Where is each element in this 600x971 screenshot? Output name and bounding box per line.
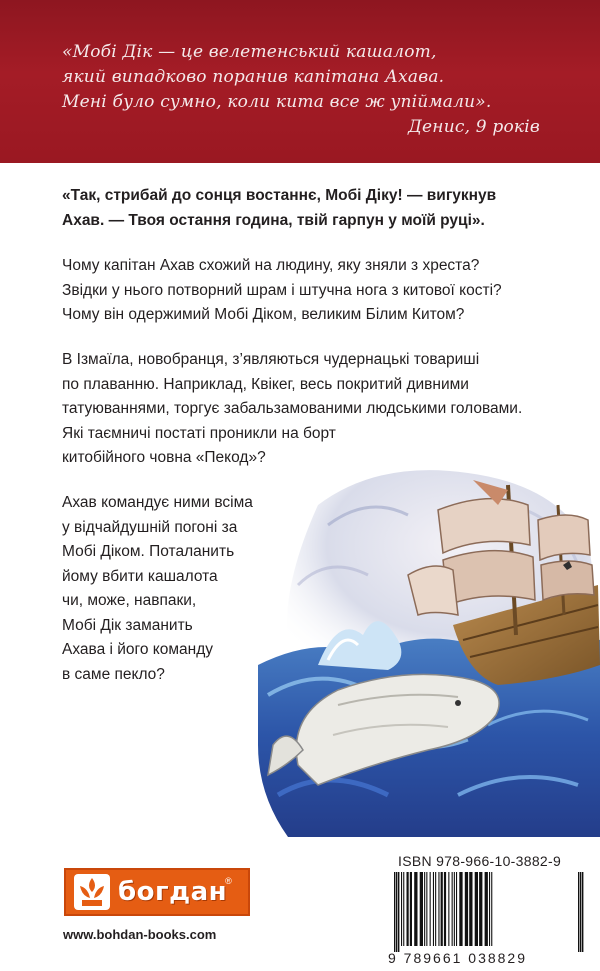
barcode-bar — [410, 872, 412, 946]
barcode-bar — [424, 872, 425, 946]
lead-line: «Так, стрибай до сонця востаннє, Мобі Діку! — вигукнув — [62, 187, 497, 204]
barcode-bar — [407, 872, 409, 946]
paragraph-line: чи, може, навпаки, — [62, 592, 197, 609]
barcode-bar — [444, 872, 446, 946]
paragraph-line: в саме пекло? — [62, 665, 165, 683]
barcode-bar — [475, 872, 478, 946]
paragraph-line: йому вбити кашалота — [62, 567, 218, 585]
barcode-bar — [454, 872, 455, 946]
paragraph-line: китобійного човна «Пекод»? — [62, 449, 266, 466]
barcode-bar — [485, 872, 488, 946]
barcode-guard — [394, 872, 395, 952]
paragraph-line: Чому він одержимий Мобі Діком, великим Білим Китом? — [62, 306, 465, 323]
barcode-guard — [396, 872, 397, 952]
ship-and-whale-illustration — [258, 465, 600, 837]
publisher-emblem-icon — [72, 872, 112, 912]
barcode-bar — [479, 872, 482, 946]
paragraph-line: Які таємничі постаті проникли на борт — [62, 424, 336, 442]
barcode-bar — [433, 872, 434, 946]
lead-line: Ахав. — Твоя остання година, твій гарпун у моїй руці». — [62, 211, 485, 229]
barcode-guard — [580, 872, 581, 952]
lead-quote — [62, 184, 582, 233]
barcode-bar — [435, 872, 436, 946]
publisher-name: богдан — [118, 877, 228, 907]
barcode-bar — [420, 872, 423, 946]
paragraph-line: татуюваннями, торгує забальзамованими людськими головами. — [62, 400, 523, 417]
barcode-bar — [426, 872, 427, 946]
quote-line: «Мобі Дік — це велетенський кашалот, — [62, 42, 437, 62]
registered-mark: ® — [225, 876, 232, 886]
paragraph-line: Мобі Діком. Поталанить — [62, 543, 235, 560]
paragraph-questions — [62, 254, 582, 328]
paragraph-line: Ахав командує ними всіма — [62, 494, 253, 511]
barcode-bar — [441, 872, 443, 946]
quote-line: який випадково поранив капітана Ахава. — [62, 67, 445, 87]
quote-signature: Денис, 9 років — [408, 117, 540, 137]
barcode-bar — [469, 872, 472, 946]
barcode-bar — [465, 872, 468, 946]
barcode-bar — [459, 872, 462, 946]
publisher-logo — [64, 868, 250, 916]
barcode-bar — [448, 872, 449, 946]
barcode-bar — [489, 872, 490, 946]
reader-quote — [62, 40, 582, 140]
barcode-bar — [438, 872, 439, 946]
paragraph-crew — [62, 348, 582, 471]
paragraph-line: Звідки у нього потворний шрам і штучна нога з китової кості? — [62, 281, 502, 299]
paragraph-line: В Ізмаїла, новобранця, з’являються чудернацькі товариші — [62, 351, 480, 368]
barcode-bar — [456, 872, 457, 946]
paragraph-line: Чому капітан Ахав схожий на людину, яку зняли з хреста? — [62, 257, 480, 274]
barcode-bar — [491, 872, 492, 946]
barcode-image — [390, 872, 586, 952]
barcode-guard — [578, 872, 579, 952]
barcode-bar — [452, 872, 453, 946]
paragraph-line: по плаванню. Наприклад, Квікег, весь покритий дивними — [62, 375, 469, 393]
barcode-digits: 9 789661 038829 — [388, 950, 527, 966]
barcode-bar — [403, 872, 404, 946]
paragraph-line: Мобі Дік заманить — [62, 616, 193, 634]
barcode-bar — [401, 872, 402, 946]
barcode-bar — [414, 872, 417, 946]
paragraph-line: у відчайдушній погоні за — [62, 518, 238, 536]
barcode-guard — [398, 872, 399, 952]
top-red-band — [0, 0, 600, 163]
publisher-website[interactable]: www.bohdan-books.com — [63, 927, 217, 942]
barcode-guard — [582, 872, 583, 952]
isbn-label: ISBN 978-966-10-3882-9 — [398, 853, 562, 869]
quote-line: Мені було сумно, коли кита все ж упіймали». — [62, 92, 492, 112]
paragraph-line: Ахава і його команду — [62, 641, 213, 658]
barcode-bar — [430, 872, 431, 946]
